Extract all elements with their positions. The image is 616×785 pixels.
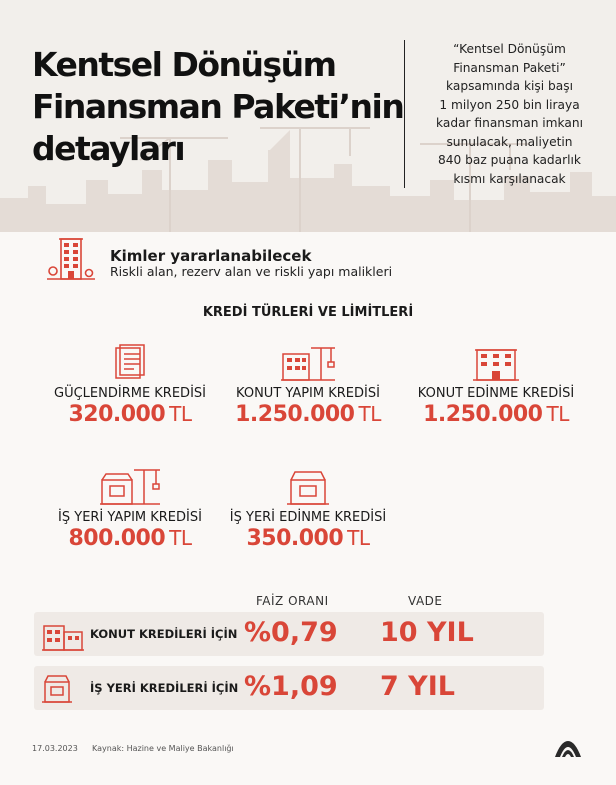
apartment-icon <box>473 344 519 382</box>
credit-currency: TL <box>169 526 192 550</box>
credit-currency: TL <box>347 526 370 550</box>
credit-card-housing-acquisition <box>396 344 596 427</box>
credit-card-housing-construction <box>208 344 408 427</box>
credit-amount <box>208 526 408 551</box>
quote-line: kısmı karşılanacak <box>453 171 566 186</box>
quote-line: kadar finansman imkanı <box>436 116 583 130</box>
title-line-1: Kentsel Dönüşüm <box>32 45 336 84</box>
credit-amount-value: 1.250.000 <box>423 402 543 427</box>
credit-card-workplace-construction <box>30 466 230 551</box>
shop-crane-icon <box>100 466 160 506</box>
rate-row-housing <box>34 612 544 656</box>
credit-amount-value: 1.250.000 <box>235 402 355 427</box>
rate-row-workplace <box>34 666 544 710</box>
term-header: VADE <box>408 594 443 608</box>
credit-card-workplace-acquisition <box>208 466 408 551</box>
quote-line: 1 milyon 250 bin liraya <box>439 97 580 112</box>
credit-currency: TL <box>169 402 192 426</box>
credit-amount <box>396 402 596 427</box>
footer-source: Kaynak: Hazine ve Maliye Bakanlığı <box>92 744 234 753</box>
housing-icon <box>42 616 84 652</box>
credit-label: KONUT YAPIM KREDİSİ <box>236 386 380 401</box>
footer-date: 17.03.2023 <box>32 744 78 753</box>
summary-quote <box>404 40 604 188</box>
interest-rate-header: FAİZ ORANI <box>256 594 329 608</box>
quote-line: “Kentsel Dönüşüm <box>453 42 566 56</box>
beneficiaries-title: Kimler yararlanabilecek <box>110 247 312 265</box>
credit-label: İŞ YERİ EDİNME KREDİSİ <box>229 510 387 525</box>
credit-currency: TL <box>358 402 381 426</box>
building-icon <box>45 233 97 283</box>
credit-card-strengthening <box>30 344 230 427</box>
interest-rate-value: %1,09 <box>244 671 338 702</box>
rate-row-label: KONUT KREDİLERİ İÇİN <box>90 627 238 641</box>
credit-amount-value: 800.000 <box>68 526 166 551</box>
title-line-2: Finansman Paketi’nin <box>32 87 404 126</box>
quote-line: sunulacak, maliyetin <box>446 134 573 149</box>
beneficiaries-description: Riskli alan, rezerv alan ve riskli yapı malikleri <box>110 264 393 279</box>
term-value: 7 YIL <box>380 671 455 702</box>
credit-amount <box>30 402 230 427</box>
term-value: 10 YIL <box>380 617 474 648</box>
aa-logo <box>553 737 583 759</box>
shop-icon <box>42 670 72 706</box>
quote-line: 840 baz puana kadarlık <box>438 153 581 167</box>
credit-amount-value: 350.000 <box>246 526 344 551</box>
interest-rate-value: %0,79 <box>244 617 338 648</box>
credit-types-heading: KREDİ TÜRLERİ VE LİMİTLERİ <box>202 305 414 320</box>
credit-label: GÜÇLENDİRME KREDİSİ <box>54 386 206 401</box>
quote-line: kapsamında kişi başı <box>446 79 573 93</box>
quote-line: Finansman Paketi” <box>453 60 566 75</box>
credit-amount <box>30 526 230 551</box>
credit-label: KONUT EDİNME KREDİSİ <box>417 386 575 401</box>
rate-row-label: İŞ YERİ KREDİLERİ İÇİN <box>90 681 239 695</box>
credit-label: İŞ YERİ YAPIM KREDİSİ <box>58 510 202 525</box>
credit-currency: TL <box>546 402 569 426</box>
building-crane-icon <box>281 344 335 382</box>
title-line-3: detayları <box>32 129 185 168</box>
credit-amount-value: 320.000 <box>68 402 166 427</box>
shop-icon <box>287 466 329 506</box>
page-title <box>32 44 404 170</box>
credit-amount <box>208 402 408 427</box>
document-icon <box>110 344 150 382</box>
